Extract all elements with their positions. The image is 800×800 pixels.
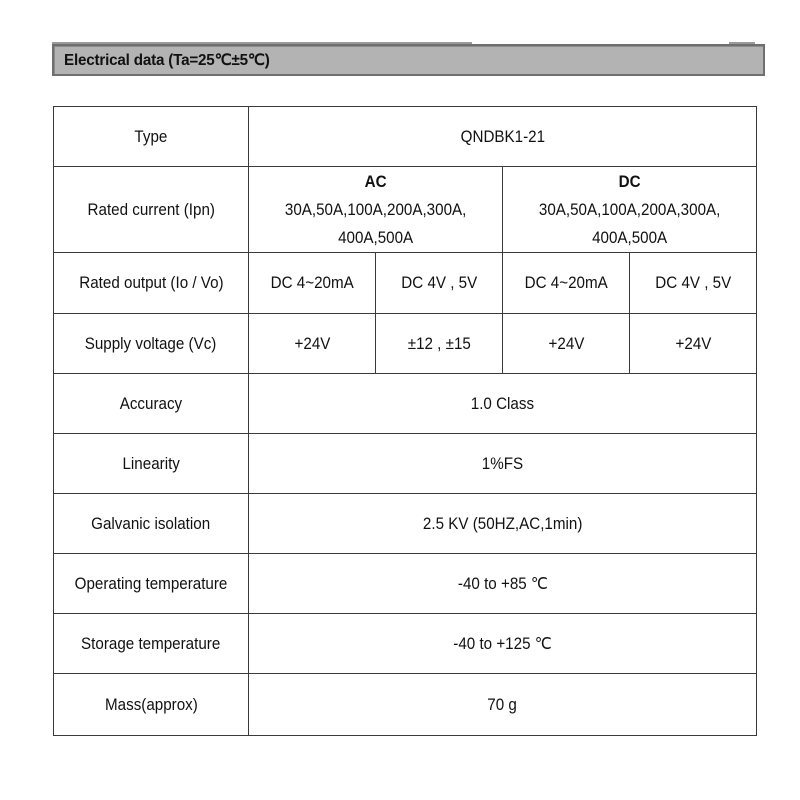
table-row-type — [54, 107, 757, 167]
linearity-value: 1%FS — [249, 434, 757, 494]
table-row-rated-output — [54, 253, 757, 314]
ac-heading: AC — [364, 172, 387, 191]
rated-output-cell: DC 4~20mA — [503, 253, 630, 314]
operating-temperature-value: -40 to +85 ℃ — [249, 554, 757, 614]
row-label: Operating temperature — [54, 554, 249, 614]
dc-values-line1: 30A,50A,100A,200A,300A, — [538, 200, 721, 219]
section-header — [52, 44, 765, 76]
row-label: Linearity — [54, 434, 249, 494]
table-row-galvanic-isolation — [54, 494, 757, 554]
table-row-storage-temperature — [54, 614, 757, 674]
ac-values-line2: 400A,500A — [337, 228, 414, 247]
dc-heading: DC — [618, 172, 641, 191]
table-row-accuracy — [54, 374, 757, 434]
electrical-data-table — [53, 106, 757, 736]
supply-voltage-cell: +24V — [503, 314, 630, 374]
row-label: Mass(approx) — [54, 674, 249, 736]
row-label: Storage temperature — [54, 614, 249, 674]
table-row-linearity — [54, 434, 757, 494]
supply-voltage-cell: ±12 , ±15 — [376, 314, 503, 374]
section-title: Electrical data (Ta=25℃±5℃) — [64, 52, 270, 69]
rated-current-dc — [503, 167, 757, 253]
dc-values-line2: 400A,500A — [591, 228, 668, 247]
table-row-supply-voltage — [54, 314, 757, 374]
row-label: Supply voltage (Vc) — [54, 314, 249, 374]
row-label: Rated output (Io / Vo) — [54, 253, 249, 314]
supply-voltage-cell: +24V — [630, 314, 757, 374]
accuracy-value: 1.0 Class — [249, 374, 757, 434]
rated-output-cell: DC 4V , 5V — [376, 253, 503, 314]
row-label: Rated current (Ipn) — [54, 167, 249, 253]
table-row-operating-temperature — [54, 554, 757, 614]
supply-voltage-cell: +24V — [249, 314, 376, 374]
type-value: QNDBK1-21 — [249, 107, 757, 167]
rated-output-cell: DC 4~20mA — [249, 253, 376, 314]
row-label: Galvanic isolation — [54, 494, 249, 554]
galvanic-isolation-value: 2.5 KV (50HZ,AC,1min) — [249, 494, 757, 554]
row-label: Type — [54, 107, 249, 167]
storage-temperature-value: -40 to +125 ℃ — [249, 614, 757, 674]
ac-values-line1: 30A,50A,100A,200A,300A, — [284, 200, 467, 219]
mass-value: 70 g — [249, 674, 757, 736]
rated-output-cell: DC 4V , 5V — [630, 253, 757, 314]
row-label: Accuracy — [54, 374, 249, 434]
table-row-mass — [54, 674, 757, 736]
rated-current-ac — [249, 167, 503, 253]
table-row-rated-current — [54, 167, 757, 253]
